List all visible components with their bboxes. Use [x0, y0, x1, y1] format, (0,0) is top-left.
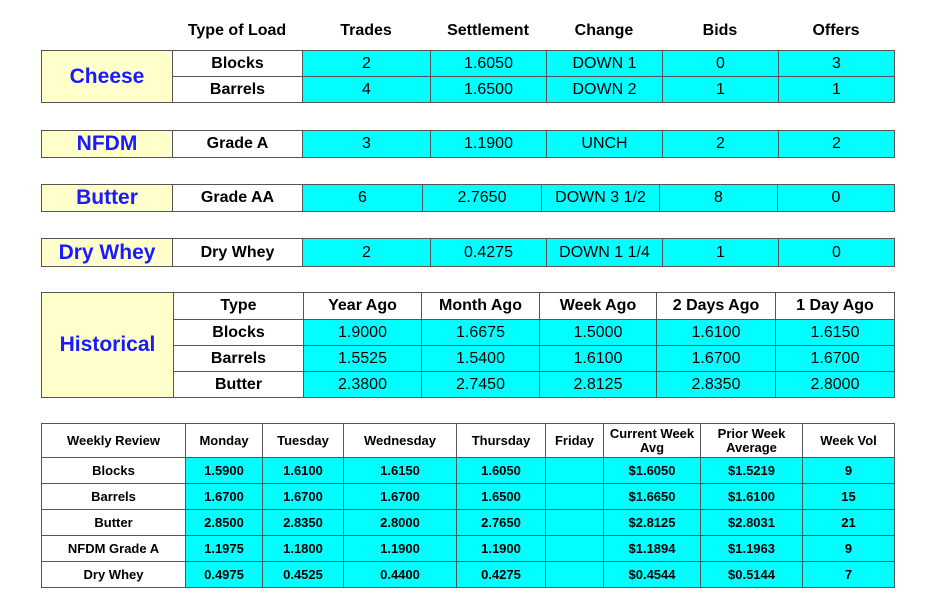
cheese-table [41, 50, 895, 103]
weekly-cell: 1.6500 [457, 484, 546, 510]
weekly-cell: 9 [803, 458, 895, 484]
cheese-blocks-bids: 0 [663, 51, 779, 77]
weekly-cell: 9 [803, 536, 895, 562]
historical-cell: 2.8350 [657, 372, 776, 398]
weekly-cell: 2.8350 [263, 510, 344, 536]
weekly-cell: $1.6100 [701, 484, 803, 510]
weekly-cell [546, 562, 604, 588]
weekly-cell [546, 484, 604, 510]
cheese-barrels-type: Barrels [173, 77, 303, 103]
historical-cell: 2.3800 [304, 372, 422, 398]
cheese-blocks-change: DOWN 1 [547, 51, 663, 77]
weekly-cell: 1.1975 [186, 536, 263, 562]
historical-row-label: Barrels [174, 346, 304, 372]
weekly-cell: 1.6050 [457, 458, 546, 484]
historical-cell: 1.5525 [304, 346, 422, 372]
historical-table [41, 292, 895, 398]
weekly-cell: 1.6100 [263, 458, 344, 484]
historical-cell: 1.6700 [657, 346, 776, 372]
header-type-of-load: Type of Load [187, 22, 287, 39]
weekly-header-current-week-avg: Current Week Avg [604, 424, 701, 458]
weekly-header-week-vol: Week Vol [803, 424, 895, 458]
historical-cell: 1.6675 [422, 320, 540, 346]
nfdm-trades: 3 [303, 131, 431, 158]
historical-cell: 1.9000 [304, 320, 422, 346]
historical-header-month-ago: Month Ago [422, 293, 540, 320]
weekly-cell: 1.6700 [263, 484, 344, 510]
weekly-cell: 2.7650 [457, 510, 546, 536]
historical-header-year-ago: Year Ago [304, 293, 422, 320]
weekly-cell: $1.6050 [604, 458, 701, 484]
dry-whey-bids: 1 [663, 239, 779, 267]
weekly-cell: 15 [803, 484, 895, 510]
weekly-header-thursday: Thursday [457, 424, 546, 458]
butter-type: Grade AA [173, 185, 303, 212]
weekly-cell: $1.1963 [701, 536, 803, 562]
dry-whey-settlement: 0.4275 [431, 239, 547, 267]
weekly-cell: 1.1800 [263, 536, 344, 562]
weekly-cell: 1.6700 [344, 484, 457, 510]
nfdm-type: Grade A [173, 131, 303, 158]
historical-header-week-ago: Week Ago [540, 293, 657, 320]
cheese-barrels-bids: 1 [663, 77, 779, 103]
cheese-barrels-settlement: 1.6500 [431, 77, 547, 103]
header-bids: Bids [702, 22, 738, 39]
historical-row-label: Blocks [174, 320, 304, 346]
weekly-cell: 1.6150 [344, 458, 457, 484]
nfdm-change: UNCH [547, 131, 663, 158]
weekly-cell: 0.4975 [186, 562, 263, 588]
cheese-blocks-type: Blocks [173, 51, 303, 77]
weekly-row-label: Butter [42, 510, 186, 536]
historical-row-label: Butter [174, 372, 304, 398]
weekly-cell: 7 [803, 562, 895, 588]
historical-cell: 1.6100 [657, 320, 776, 346]
header-trades: Trades [340, 22, 392, 39]
weekly-cell: 0.4275 [457, 562, 546, 588]
cheese-barrels-trades: 4 [303, 77, 431, 103]
cheese-blocks-settlement: 1.6050 [431, 51, 547, 77]
cheese-barrels-change: DOWN 2 [547, 77, 663, 103]
cheese-label: Cheese [42, 51, 173, 103]
historical-cell: 2.8000 [776, 372, 895, 398]
weekly-header-friday: Friday [546, 424, 604, 458]
column-header-row [41, 22, 894, 44]
historical-cell: 1.6100 [540, 346, 657, 372]
weekly-cell: 1.5900 [186, 458, 263, 484]
historical-label: Historical [42, 293, 174, 398]
weekly-cell: $1.1894 [604, 536, 701, 562]
weekly-header-prior-week-average: Prior Week Average [701, 424, 803, 458]
historical-cell: 1.5400 [422, 346, 540, 372]
weekly-cell: 1.1900 [457, 536, 546, 562]
weekly-cell [546, 510, 604, 536]
butter-offers: 0 [778, 185, 895, 212]
historical-cell: 2.8125 [540, 372, 657, 398]
weekly-header-wednesday: Wednesday [344, 424, 457, 458]
weekly-cell [546, 458, 604, 484]
weekly-cell: $2.8125 [604, 510, 701, 536]
cheese-blocks-offers: 3 [779, 51, 895, 77]
weekly-cell [546, 536, 604, 562]
nfdm-offers: 2 [779, 131, 895, 158]
butter-change: DOWN 3 1/2 [542, 185, 660, 212]
nfdm-bids: 2 [663, 131, 779, 158]
header-settlement: Settlement [447, 22, 529, 39]
weekly-cell: 1.1900 [344, 536, 457, 562]
header-change: Change [574, 22, 634, 39]
weekly-cell: 1.6700 [186, 484, 263, 510]
weekly-review-table [41, 423, 895, 588]
weekly-cell: 0.4525 [263, 562, 344, 588]
weekly-row-label: NFDM Grade A [42, 536, 186, 562]
dry-whey-offers: 0 [779, 239, 895, 267]
butter-table [41, 184, 895, 212]
weekly-row-label: Dry Whey [42, 562, 186, 588]
butter-bids: 8 [660, 185, 778, 212]
historical-cell: 1.6150 [776, 320, 895, 346]
historical-header-type: Type [174, 293, 304, 320]
weekly-cell: $1.6650 [604, 484, 701, 510]
weekly-cell: 0.4400 [344, 562, 457, 588]
historical-cell: 1.6700 [776, 346, 895, 372]
dry-whey-change: DOWN 1 1/4 [547, 239, 663, 267]
butter-trades: 6 [303, 185, 423, 212]
cheese-barrels-offers: 1 [779, 77, 895, 103]
weekly-row-label: Barrels [42, 484, 186, 510]
cheese-blocks-trades: 2 [303, 51, 431, 77]
historical-header-1-day-ago: 1 Day Ago [776, 293, 895, 320]
header-offers: Offers [812, 22, 860, 39]
dry-whey-trades: 2 [303, 239, 431, 267]
historical-cell: 2.7450 [422, 372, 540, 398]
nfdm-settlement: 1.1900 [431, 131, 547, 158]
weekly-cell: $1.5219 [701, 458, 803, 484]
weekly-header-monday: Monday [186, 424, 263, 458]
weekly-cell: $2.8031 [701, 510, 803, 536]
dry-whey-table [41, 238, 895, 267]
nfdm-table [41, 130, 895, 158]
butter-label: Butter [42, 185, 173, 212]
weekly-header-tuesday: Tuesday [263, 424, 344, 458]
weekly-cell: 21 [803, 510, 895, 536]
nfdm-label: NFDM [42, 131, 173, 158]
weekly-cell: 2.8500 [186, 510, 263, 536]
weekly-cell: $0.4544 [604, 562, 701, 588]
butter-settlement: 2.7650 [423, 185, 542, 212]
weekly-header-weekly-review: Weekly Review [42, 424, 186, 458]
weekly-cell: 2.8000 [344, 510, 457, 536]
weekly-row-label: Blocks [42, 458, 186, 484]
historical-cell: 1.5000 [540, 320, 657, 346]
dry-whey-label: Dry Whey [42, 239, 173, 267]
weekly-cell: $0.5144 [701, 562, 803, 588]
dry-whey-type: Dry Whey [173, 239, 303, 267]
historical-header-2-days-ago: 2 Days Ago [657, 293, 776, 320]
